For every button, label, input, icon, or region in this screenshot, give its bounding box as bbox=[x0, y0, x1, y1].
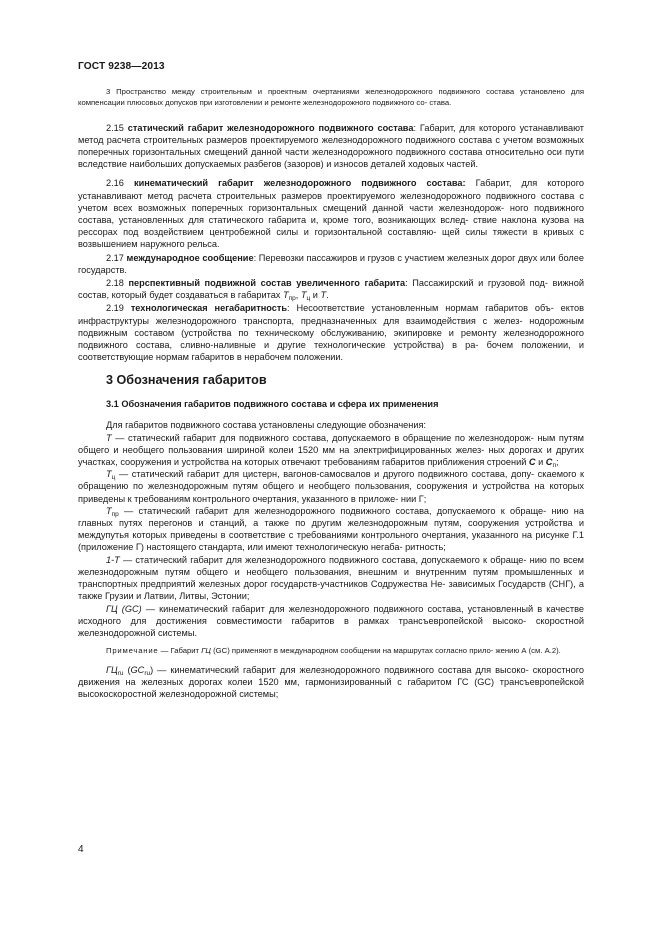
clause-number: 2.18 bbox=[106, 278, 129, 289]
period: . bbox=[326, 290, 329, 301]
gauge-text: — кинематический габарит для железнодорожного подвижного состава, установленный в качестве исходного для достижения совместимости габаритов в рамках трансъевропейской высоко- скоростной железнодорожной системы. bbox=[78, 603, 584, 638]
note-text: — Габарит bbox=[158, 646, 202, 656]
definition-text: : Перевозки пассажиров и грузов с участием железных дорог двух или более государств. bbox=[78, 252, 584, 275]
clause-number: 2.16 bbox=[106, 178, 134, 189]
gauge-symbol: Т bbox=[300, 290, 307, 301]
gauge-GCru bbox=[78, 664, 584, 701]
gauge-symbol: GC bbox=[130, 664, 145, 675]
gauge-text: — статический габарит для железнодорожного подвижного состава, допускаемого к обраще- нию по всем железнодорожным путям общего и необщего пользования, внешним и внутренним путям промышленных и транспортных предприятий железных дорог государств-участников Содружества Не- зависимых Государств (СНГ), а также Грузии и Латвии, Литвы, Эстонии; bbox=[78, 554, 584, 602]
gauge-symbol: 1-Т bbox=[106, 554, 120, 565]
semicolon: ; bbox=[555, 457, 559, 468]
gauge-symbol: Т bbox=[106, 469, 112, 480]
note-text: (GC) применяют в международном сообщении на маршрутах согласно прило- жению А (см. А.2). bbox=[210, 646, 561, 656]
gauge-subscript: ц bbox=[306, 295, 311, 303]
clause-number: 2.15 bbox=[106, 122, 128, 133]
gauge-symbol: ГЦ (GC) bbox=[106, 603, 142, 614]
definition-2-18 bbox=[78, 277, 584, 301]
gauge-symbol: Т bbox=[282, 290, 289, 301]
gauge-symbol: Т bbox=[106, 432, 112, 443]
definition-2-16 bbox=[78, 177, 584, 250]
note-label: Примечание bbox=[106, 646, 159, 656]
page-number: 4 bbox=[78, 844, 84, 855]
clause-number: 2.19 bbox=[106, 303, 131, 314]
definition-2-19 bbox=[78, 302, 584, 363]
definition-text: : Пассажирский и грузовой под- вижной состав, который будет создаваться в габаритах bbox=[78, 278, 584, 301]
gauge-text: ) — кинематический габарит для железнодорожного подвижного состава для высоко- скоростного движения на железных дорогах колеи 1520 мм, гармонизированный с габаритом ГС (GC) трансъевропейской высокоскоростной железнодорожной системы; bbox=[78, 664, 584, 700]
clearance-subscript: п bbox=[552, 462, 556, 470]
standard-header: ГОСТ 9238—2013 bbox=[78, 61, 165, 72]
gauge-T bbox=[78, 432, 584, 469]
section-3-heading: 3 Обозначения габаритов bbox=[106, 373, 267, 388]
gauge-text: — статический габарит для подвижного состава, допускаемого в обращение по железнодорож- ным путям общего и необщего пользования шириной колеи 1520 мм на электрифицированных желез- ных дорогах и других участках, сооружения и устройства на которых отвечают требованиям габаритов приближения строений bbox=[78, 432, 584, 468]
page-body bbox=[78, 87, 584, 701]
gauge-subscript: ru bbox=[144, 669, 151, 677]
gauge-Tpr bbox=[78, 505, 584, 554]
gauge-1T bbox=[78, 554, 584, 603]
gauge-text: — статический габарит для железнодорожного подвижного состава, допускаемого к обраще- нию на главных путях перегонов и станций, а также по другим железнодорожным путям, сооружения устройства и междупутья которых приведены в соответствие с требованиями контрольного очертания, указанного на рисунке Г.1 (приложение Г) настоящего стандарта, или имеют технологическую негаба- ритность; bbox=[78, 505, 584, 553]
definition-text: : Габарит, для которого устанавливают метод расчета строительных размеров проектируемого железнодорожного подвижного состава с учетом возможных поперечных горизонтальных смещений данной части железнодорожного подвижного состава относительно оси пути вследствие наибольших допускаемых разбегов (зазоров) и износов деталей ходовых частей. bbox=[78, 122, 584, 170]
gauge-text: — статический габарит для цистерн, вагонов-самосвалов и другого подвижного состава, допу- скаемого к обращению по железнодорожным путям общего и необщего пользования, сооружения и устройства на которых приведены к требованиям контрольного очертания, указанного в приложе- нии Г; bbox=[78, 469, 584, 504]
term: кинематический габарит железнодорожного подвижного состава: bbox=[133, 178, 466, 189]
note-gc bbox=[78, 646, 584, 657]
subsection-3-1-heading: 3.1 Обозначения габаритов подвижного состава и сфера их применения bbox=[106, 399, 439, 410]
term: перспективный подвижной состав увеличенного габарита bbox=[128, 278, 406, 289]
gauge-subscript: пр bbox=[111, 510, 119, 518]
conjunction: и bbox=[535, 457, 546, 468]
definition-2-17 bbox=[78, 252, 584, 276]
gauge-subscript: ru bbox=[117, 669, 124, 677]
gauge-Tc bbox=[78, 468, 584, 505]
gauge-subscript: ц bbox=[111, 474, 116, 482]
gauge-symbol: Т bbox=[320, 290, 327, 301]
separator: , bbox=[295, 290, 301, 301]
definition-text: Габарит, для которого устанавливают метод расчета строительных размеров проектируемого железнодорожного подвижного состава с учетом всех возможных поперечных горизонтальных смещений данной части железнодорож- ного подвижного состава, установленных для статического габарита и, кроме того, возникающих вслед- ствие наклона кузова на рессорах под воздействием центробежной силы и горизонтальной составляю- щей силы тяжести в кривых с возвышением наружного рельса. bbox=[78, 178, 584, 250]
clause-number: 2.17 bbox=[106, 252, 127, 263]
gauge-symbol: ГЦ bbox=[201, 646, 211, 656]
clearance-symbol: С bbox=[528, 457, 536, 468]
gauge-symbol: Т bbox=[106, 505, 112, 516]
term: технологическая негабаритность bbox=[130, 303, 287, 314]
note-3: 3 Пространство между строительным и проектным очертаниями железнодорожного подвижного состава установлено для компенсации плюсовых допусков при изготовлении и ремонте железнодорожного подвижного со- става. bbox=[78, 87, 584, 107]
clearance-symbol: С bbox=[545, 457, 553, 468]
gauge-symbol: ГЦ bbox=[106, 664, 118, 675]
conjunction: и bbox=[310, 290, 321, 301]
definition-text: : Несоответствие установленным нормам габаритов объ- ектов инфраструктуры железнодорожного транспорта, предназначенных для взаимодействия с желез- нодорожным подвижным составом (устройства по техническому обслуживанию, экипировке и ремонту железнодорожного подвижного состава, сливно-наливные и другие технологические устройства) в ра- бочем положении, и соответствующие нормам габаритов в нерабочем положении. bbox=[78, 303, 585, 363]
term: статический габарит железнодорожного подвижного состава bbox=[127, 122, 414, 133]
bracket: ( bbox=[123, 664, 131, 675]
term: международное сообщение bbox=[126, 252, 254, 263]
gauge-intro: Для габаритов подвижного состава установлены следующие обозначения: bbox=[106, 420, 426, 431]
definition-2-15 bbox=[78, 122, 584, 171]
gauge-subscript: пр bbox=[288, 295, 296, 303]
gauge-GC bbox=[78, 603, 584, 640]
